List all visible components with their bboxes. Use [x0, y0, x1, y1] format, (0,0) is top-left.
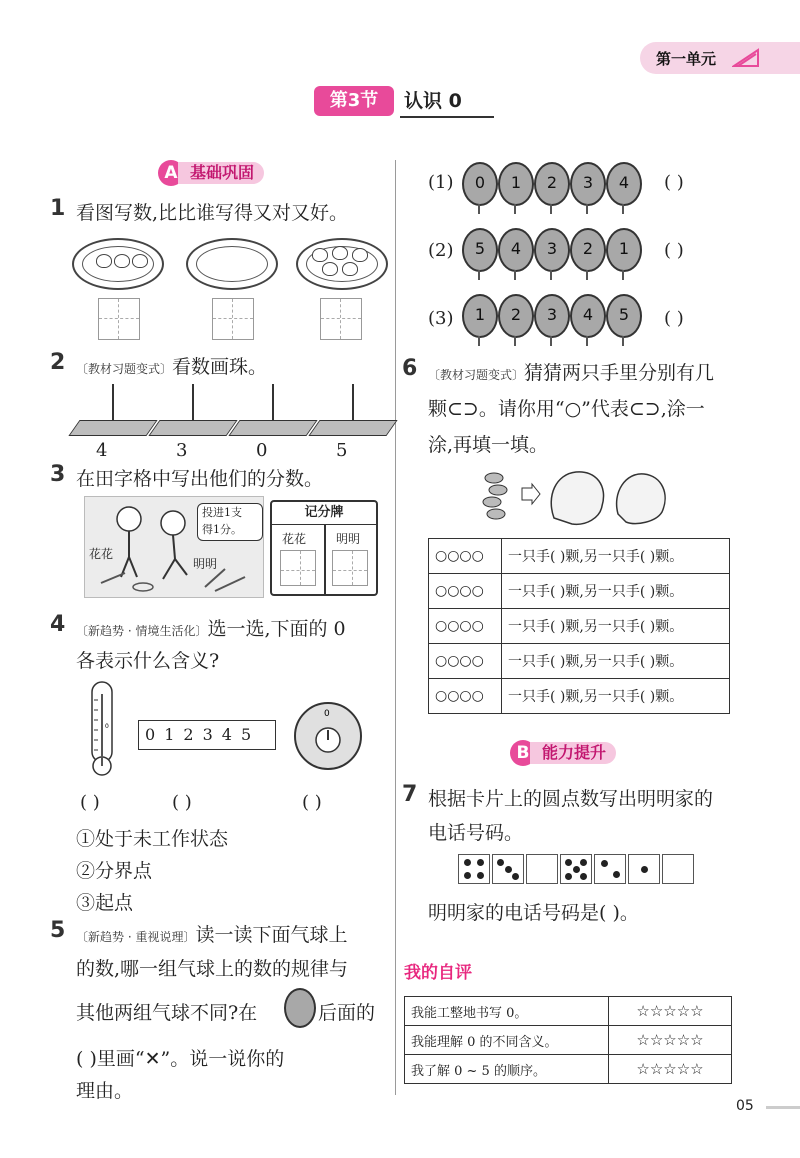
scoreboard	[270, 500, 378, 596]
group-label: (2)	[428, 240, 454, 261]
peach-icon	[132, 254, 148, 268]
q1-text: 看图写数,比比谁写得又对又好。	[76, 202, 349, 224]
circles-cell[interactable]: ○○○○	[429, 679, 502, 714]
writing-grid[interactable]	[320, 298, 362, 340]
dot	[497, 859, 504, 866]
dot	[580, 873, 587, 880]
dot-card	[492, 854, 524, 884]
balloon	[570, 228, 606, 272]
table-row	[429, 574, 730, 609]
abacus-base	[148, 420, 237, 436]
balloon-string	[478, 336, 480, 346]
dot	[613, 871, 620, 878]
balloon-number: 0	[474, 173, 486, 192]
peach-icon	[312, 248, 328, 262]
q7-answer[interactable]: 明明家的电话号码是( )。	[428, 902, 639, 924]
group-label: (1)	[428, 172, 454, 193]
dot	[477, 859, 484, 866]
dot	[464, 872, 471, 879]
dot	[565, 859, 572, 866]
dot-card	[526, 854, 558, 884]
abacus-rod	[112, 384, 114, 420]
plate-empty	[186, 238, 278, 290]
balloon-number: 2	[582, 239, 594, 258]
ruler-tick: 2	[183, 725, 203, 744]
circles-cell[interactable]: ○○○○	[429, 574, 502, 609]
dot	[565, 873, 572, 880]
balloon-answer-blank[interactable]: ( )	[664, 172, 684, 193]
candy-icon: ⊂⊃	[447, 398, 479, 420]
q4-text-1: 选一选,下面的 0	[207, 618, 346, 640]
dot	[512, 873, 519, 880]
q5-line-1	[76, 920, 347, 947]
abacus-base	[308, 420, 397, 436]
answer-cell[interactable]: 一只手( )颗,另一只手( )颗。	[502, 539, 730, 574]
abacus-number: 3	[176, 440, 188, 461]
q3-illustration	[84, 496, 264, 598]
abacus[interactable]	[74, 406, 154, 436]
bubble-line-1: 投进1支	[202, 506, 242, 519]
balloon	[606, 294, 642, 338]
label-huahua: 花花	[89, 547, 114, 561]
ruler	[138, 720, 276, 750]
q6-line-2	[428, 394, 705, 421]
ruler-tick: 5	[240, 725, 261, 744]
ruler-tick: 0	[145, 725, 165, 744]
q6-number: 6	[402, 356, 418, 381]
dot	[641, 866, 648, 873]
peach-icon	[114, 254, 130, 268]
ruler-tick: 1	[164, 725, 184, 744]
balloon-number: 5	[474, 239, 486, 258]
section-badge: 第3节	[314, 86, 394, 116]
balloon-number: 3	[546, 239, 558, 258]
balloon	[462, 228, 498, 272]
q5-line-4: ( )里画“✕”。说一说你的	[76, 1048, 285, 1070]
balloon	[498, 162, 534, 206]
q6-tag: 〔教材习题变式〕	[428, 368, 525, 382]
balloon	[606, 228, 642, 272]
writing-grid[interactable]	[212, 298, 254, 340]
self-eval-table	[404, 996, 732, 1084]
balloon-string	[622, 270, 624, 280]
q5-line-5: 理由。	[76, 1080, 134, 1102]
balloon-number: 3	[546, 305, 558, 324]
balloon	[498, 294, 534, 338]
dot	[573, 866, 580, 873]
scoreboard-col-mingming: 明明	[336, 532, 361, 546]
star-rating[interactable]: ☆☆☆☆☆	[609, 997, 732, 1026]
q4-line-1	[76, 614, 346, 641]
dot	[477, 872, 484, 879]
q5-tag: 〔新趋势 · 重视说理〕	[76, 930, 196, 944]
q7-number: 7	[402, 782, 418, 807]
balloon-string	[622, 336, 624, 346]
ruler-tick: 3	[202, 725, 222, 744]
balloon	[462, 294, 498, 338]
abacus[interactable]	[154, 406, 234, 436]
table-row	[405, 997, 732, 1026]
peach-icon	[342, 262, 358, 276]
dot-card	[458, 854, 490, 884]
scoreboard-title: 记分牌	[272, 502, 376, 525]
svg-text:0: 0	[324, 709, 330, 719]
balloon-string	[550, 204, 552, 214]
writing-grid[interactable]	[280, 550, 316, 586]
star-rating[interactable]: ☆☆☆☆☆	[609, 1026, 732, 1055]
group-label: (3)	[428, 308, 454, 329]
dot	[580, 859, 587, 866]
dot	[464, 859, 471, 866]
q6-line-1	[428, 358, 714, 385]
balloon-answer-blank[interactable]: ( )	[664, 240, 684, 261]
balloon-string	[622, 204, 624, 214]
scale-dial-icon	[292, 700, 364, 772]
writing-grid[interactable]	[98, 298, 140, 340]
scoreboard-col-huahua: 花花	[282, 532, 307, 546]
self-eval-title: 我的自评	[404, 963, 472, 983]
part-a-letter: A	[158, 160, 184, 186]
dot	[505, 866, 512, 873]
abacus-number: 4	[96, 440, 108, 461]
balloon-number: 4	[582, 305, 594, 324]
abacus[interactable]	[314, 406, 394, 436]
balloon-string	[514, 336, 516, 346]
balloon-string	[586, 204, 588, 214]
column-divider	[395, 160, 396, 1095]
balloon	[534, 294, 570, 338]
balloon-string	[586, 336, 588, 346]
table-row	[405, 1026, 732, 1055]
q1-number: 1	[50, 196, 66, 221]
balloon	[498, 228, 534, 272]
abacus-number: 0	[256, 440, 268, 461]
dot	[601, 860, 608, 867]
balloon	[534, 162, 570, 206]
balloon-string	[514, 270, 516, 280]
balloon-string	[586, 270, 588, 280]
answer-cell[interactable]: 一只手( )颗,另一只手( )颗。	[502, 679, 730, 714]
dot-card	[662, 854, 694, 884]
balloon-number: 4	[510, 239, 522, 258]
q4-answer-blank[interactable]: ( )	[80, 792, 100, 813]
q6-line-3: 涂,再填一填。	[428, 434, 549, 456]
q2-number: 2	[50, 350, 66, 375]
q7-line-1: 根据卡片上的圆点数写出明明家的	[428, 788, 714, 810]
balloon-string	[478, 270, 480, 280]
q6-text-1: 猜猜两只手里分别有几	[524, 362, 715, 384]
balloon	[570, 294, 606, 338]
self-eval-item: 我能理解 0 的不同含义。	[405, 1026, 609, 1055]
self-eval-item: 我了解 0 ~ 5 的顺序。	[405, 1055, 609, 1084]
part-b-label: 能力提升	[530, 742, 616, 764]
part-a-label: 基础巩固	[178, 162, 264, 184]
peach-icon	[332, 246, 348, 260]
abacus-base	[228, 420, 317, 436]
abacus[interactable]	[234, 406, 314, 436]
q4-answer-blank[interactable]: ( )	[172, 792, 192, 813]
balloon	[534, 228, 570, 272]
q4-answer-blank[interactable]: ( )	[302, 792, 322, 813]
balloon-number: 1	[618, 239, 630, 258]
peach-icon	[322, 262, 338, 276]
balloon-number: 3	[582, 173, 594, 192]
answer-cell[interactable]: 一只手( )颗,另一只手( )颗。	[502, 609, 730, 644]
balloon-number: 2	[510, 305, 522, 324]
balloon-string	[550, 270, 552, 280]
candies-and-hands-illustration	[476, 466, 676, 532]
self-eval-item: 我能工整地书写 0。	[405, 997, 609, 1026]
q2-text: 看数画珠。	[172, 356, 268, 378]
page-number-line	[766, 1106, 800, 1109]
q6-text-2c: ,涂一	[660, 398, 705, 420]
dot-card	[594, 854, 626, 884]
ruler-pencil-icon	[732, 48, 760, 68]
part-b-letter: B	[510, 740, 536, 766]
balloon-number: 2	[546, 173, 558, 192]
q4-option-2: ②分界点	[76, 860, 153, 882]
circles-cell[interactable]: ○○○○	[429, 644, 502, 679]
q2-line	[76, 352, 267, 379]
balloon-answer-blank[interactable]: ( )	[664, 308, 684, 329]
balloon-icon	[284, 988, 316, 1028]
candy-table	[428, 538, 730, 714]
star-rating[interactable]: ☆☆☆☆☆	[609, 1055, 732, 1084]
section-name: 认识 0	[400, 86, 494, 118]
balloon-string	[514, 204, 516, 214]
q4-tag: 〔新趋势 · 情境生活化〕	[76, 624, 208, 638]
table-row	[429, 539, 730, 574]
balloon-number: 1	[474, 305, 486, 324]
unit-tab	[640, 42, 800, 74]
abacus-base	[68, 420, 157, 436]
scoreboard-divider	[324, 524, 326, 594]
balloon	[570, 162, 606, 206]
q3-text: 在田字格中写出他们的分数。	[76, 468, 324, 490]
q5-line-3b: 后面的	[318, 1002, 376, 1024]
q2-tag: 〔教材习题变式〕	[76, 362, 173, 376]
answer-cell[interactable]: 一只手( )颗,另一只手( )颗。	[502, 644, 730, 679]
q5-text-1: 读一读下面气球上	[195, 924, 348, 946]
dot-card	[560, 854, 592, 884]
speech-bubble	[197, 503, 263, 541]
table-row	[429, 679, 730, 714]
bubble-line-2: 得1分。	[202, 523, 242, 536]
peach-icon	[352, 248, 368, 262]
dot-cards-row	[458, 854, 698, 886]
table-row	[429, 644, 730, 679]
writing-grid[interactable]	[332, 550, 368, 586]
table-row	[429, 609, 730, 644]
table-row	[405, 1055, 732, 1084]
q5-line-2: 的数,哪一组气球上的数的规律与	[76, 958, 349, 980]
abacus-number: 5	[336, 440, 348, 461]
candy-icon: ⊂⊃	[628, 398, 661, 420]
q4-option-3: ③起点	[76, 892, 134, 914]
ruler-tick: 4	[221, 725, 241, 744]
abacus-rod	[272, 384, 274, 420]
balloon-number: 4	[618, 173, 630, 192]
circles-cell[interactable]: ○○○○	[429, 539, 502, 574]
answer-cell[interactable]: 一只手( )颗,另一只手( )颗。	[502, 574, 730, 609]
q4-option-1: ①处于未工作状态	[76, 828, 229, 850]
balloon-string	[550, 336, 552, 346]
dot-card	[628, 854, 660, 884]
label-mingming: 明明	[193, 557, 218, 571]
q5-number: 5	[50, 918, 66, 943]
q5-line-3a: 其他两组气球不同?在	[76, 1002, 258, 1024]
balloon-number: 5	[618, 305, 630, 324]
page-number: 05	[736, 1098, 754, 1114]
q6-text-2b: 。请你用“○”代表	[478, 398, 629, 420]
thermometer-icon	[84, 680, 120, 780]
balloon-number: 1	[510, 173, 522, 192]
balloon	[606, 162, 642, 206]
q4-number: 4	[50, 612, 66, 637]
q4-line-2: 各表示什么含义?	[76, 650, 220, 672]
q6-text-2a: 颗	[428, 398, 448, 420]
q7-line-2: 电话号码。	[428, 822, 524, 844]
ruler-numbers	[145, 725, 260, 744]
peach-icon	[96, 254, 112, 268]
circles-cell[interactable]: ○○○○	[429, 609, 502, 644]
balloon	[462, 162, 498, 206]
svg-text:0: 0	[105, 723, 109, 730]
abacus-rod	[192, 384, 194, 420]
abacus-rod	[352, 384, 354, 420]
balloon-string	[478, 204, 480, 214]
unit-label: 第一单元	[656, 50, 717, 68]
q3-number: 3	[50, 462, 66, 487]
